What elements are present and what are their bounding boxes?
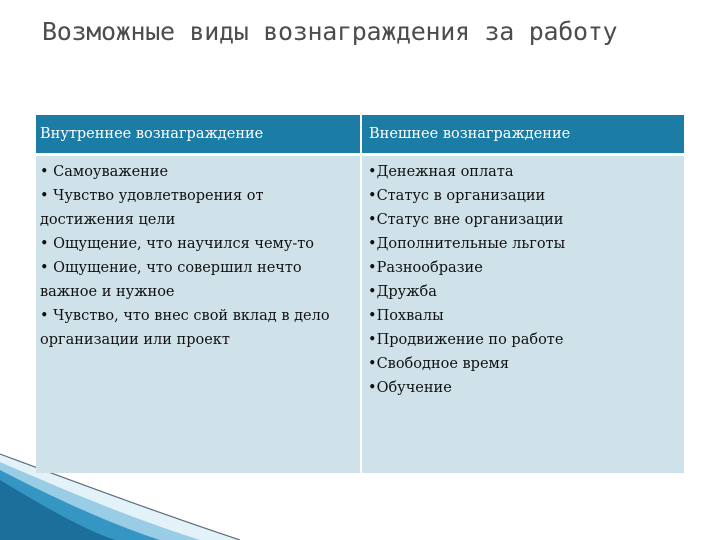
bullet-icon: • bbox=[368, 164, 377, 180]
bullet-icon: • bbox=[368, 236, 377, 252]
list-item: •Разнообразие bbox=[368, 260, 483, 276]
list-item: •Дружба bbox=[368, 284, 437, 300]
bullet-icon: • bbox=[368, 212, 377, 228]
list-item: • Ощущение, что совершил нечто важное и нужное bbox=[40, 260, 302, 300]
external-reward-cell bbox=[361, 155, 684, 474]
list-item: •Статус в организации bbox=[368, 188, 546, 204]
bullet-icon: • bbox=[40, 260, 49, 276]
bullet-icon: • bbox=[368, 188, 377, 204]
header-external-reward: Внешнее вознаграждение bbox=[361, 115, 684, 155]
list-item: •Обучение bbox=[368, 380, 452, 396]
bullet-icon: • bbox=[40, 308, 49, 324]
list-item: •Дополнительные льготы bbox=[368, 236, 566, 252]
list-item: • Ощущение, что научился чему-то bbox=[40, 236, 315, 252]
bullet-icon: • bbox=[368, 308, 377, 324]
list-item: •Денежная оплата bbox=[368, 164, 514, 180]
bullet-icon: • bbox=[368, 260, 377, 276]
bullet-icon: • bbox=[368, 356, 377, 372]
list-item: •Статус вне организации bbox=[368, 212, 564, 228]
bullet-icon: • bbox=[40, 236, 49, 252]
table-header-row bbox=[36, 115, 684, 155]
list-item: • Чувство, что внес свой вклад в дело организации или проект bbox=[40, 308, 330, 348]
list-item: • Чувство удовлетворения от достижения цели bbox=[40, 188, 264, 228]
list-item: •Продвижение по работе bbox=[368, 332, 564, 348]
table-row bbox=[36, 155, 684, 474]
internal-reward-cell bbox=[36, 155, 361, 474]
internal-reward-list bbox=[40, 160, 354, 352]
bullet-icon: • bbox=[368, 332, 377, 348]
external-reward-list bbox=[368, 160, 678, 400]
list-item: • Самоуважение bbox=[40, 164, 169, 180]
bullet-icon: • bbox=[40, 164, 49, 180]
bullet-icon: • bbox=[368, 380, 377, 396]
list-item: •Свободное время bbox=[368, 356, 509, 372]
bullet-icon: • bbox=[368, 284, 377, 300]
bullet-icon: • bbox=[40, 188, 49, 204]
slide-title: Возможные виды вознаграждения за работу bbox=[42, 17, 618, 46]
list-item: •Похвалы bbox=[368, 308, 444, 324]
header-internal-reward: Внутреннее вознаграждение bbox=[36, 115, 361, 155]
reward-table bbox=[36, 115, 684, 473]
